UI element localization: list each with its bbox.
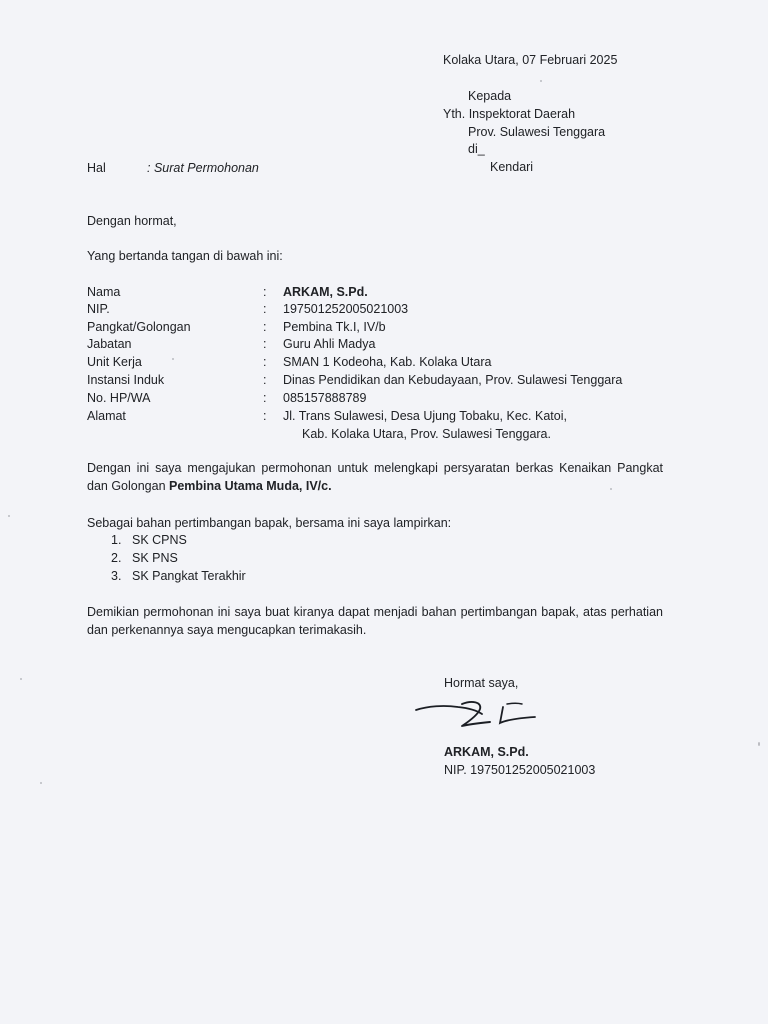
field-colon: : [263,391,267,405]
intro-line: Yang bertanda tangan di bawah ini: [87,249,283,263]
address-line-2: Kab. Kolaka Utara, Prov. Sulawesi Tenggara. [302,427,551,441]
request-text: Dengan ini saya mengajukan permohonan untuk melengkapi persyaratan berkas Kenaikan Pangkat dan Golongan [87,461,663,493]
field-colon: : [263,337,267,351]
scan-speck [20,678,22,680]
field-colon: : [263,302,267,316]
subject-value: : Surat Permohonan [147,161,259,175]
signatory-name: ARKAM, S.Pd. [444,745,529,759]
field-colon: : [263,285,267,299]
field-colon: : [263,320,267,334]
list-item-number: 2. [111,551,122,565]
list-item: SK CPNS [132,533,187,547]
field-label: Instansi Induk [87,373,165,387]
field-label: Jabatan [87,337,132,351]
signatory-nip: NIP. 197501252005021003 [444,763,596,777]
scan-speck [40,782,42,784]
closing-paragraph: Demikian permohonan ini saya buat kiranya dapat menjadi bahan pertimbangan bapak, atas perhatian dan perkenannya saya mengucapkan terimakasih. [87,605,663,637]
field-row-nip [87,301,687,319]
list-item-number: 3. [111,569,122,583]
recipient-province: Prov. Sulawesi Tenggara [468,125,606,139]
handwritten-signature [410,698,560,732]
field-value: Pembina Tk.I, IV/b [283,320,386,334]
field-label: Alamat [87,409,126,423]
requested-rank: Pembina Utama Muda, IV/c. [169,478,332,493]
field-row-unit-kerja [87,354,687,372]
signature-salutation: Hormat saya, [444,676,519,690]
field-row-instansi [87,372,687,390]
field-value: Dinas Pendidikan dan Kebudayaan, Prov. Sulawesi Tenggara [283,373,623,387]
field-row-pangkat [87,319,687,337]
field-row-nama [87,284,687,302]
field-value-name: ARKAM, S.Pd. [283,285,368,299]
field-label: Unit Kerja [87,355,142,369]
field-value: 197501252005021003 [283,302,409,316]
field-row-hp [87,390,687,408]
field-label: Pangkat/Golongan [87,320,191,334]
recipient-kepada: Kepada [468,89,512,103]
request-paragraph [87,460,663,495]
field-value: SMAN 1 Kodeoha, Kab. Kolaka Utara [283,355,492,369]
list-item: SK Pangkat Terakhir [132,569,246,583]
list-item: SK PNS [132,551,178,565]
field-value: 085157888789 [283,391,367,405]
recipient-di: di_ [468,142,485,156]
field-label: No. HP/WA [87,391,151,405]
field-label: Nama [87,285,121,299]
letter-date: Kolaka Utara, 07 Februari 2025 [443,53,618,67]
field-label: NIP. [87,302,110,316]
recipient-name: Yth. Inspektorat Daerah [443,107,576,121]
attachments-intro: Sebagai bahan pertimbangan bapak, bersama ini saya lampirkan: [87,516,452,530]
field-value: Guru Ahli Madya [283,337,376,351]
field-colon: : [263,373,267,387]
field-row-jabatan [87,336,687,354]
field-row-alamat [87,408,687,426]
field-colon: : [263,409,267,423]
scan-speck [540,80,542,82]
greeting: Dengan hormat, [87,214,177,228]
subject-label: Hal [87,161,106,175]
scan-speck [758,742,760,746]
recipient-city: Kendari [490,160,534,174]
field-value: Jl. Trans Sulawesi, Desa Ujung Tobaku, Kec. Katoi, [283,409,567,423]
list-item-number: 1. [111,533,122,547]
field-colon: : [263,355,267,369]
scan-speck [8,515,10,517]
